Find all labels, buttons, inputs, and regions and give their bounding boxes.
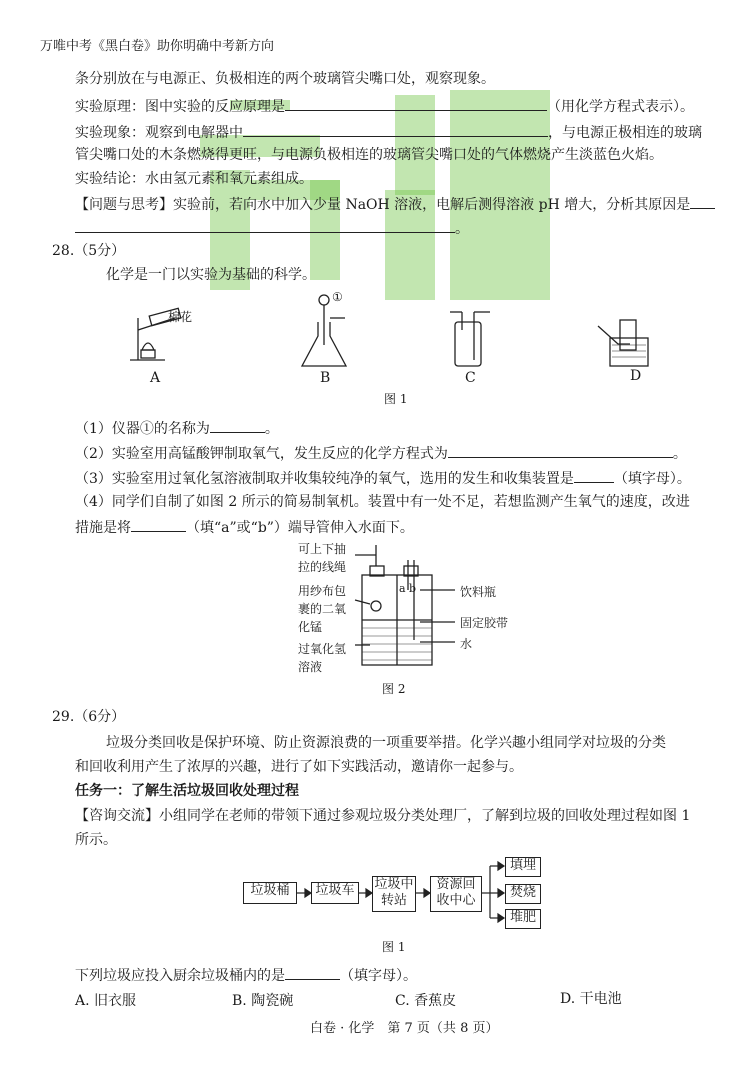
fig2-label: 水 xyxy=(460,637,473,651)
option-c[interactable]: C. 香蕉皮 xyxy=(395,993,457,1009)
q27-principle: 实验原理：图中实验的反应原理是 （用化学方程式表示）。 xyxy=(75,96,694,116)
fig2-label: 化锰 xyxy=(298,620,323,634)
option-a[interactable]: A. 旧衣服 xyxy=(75,993,137,1009)
q28-number: 28.（5分） xyxy=(52,243,126,259)
answer-blank[interactable] xyxy=(285,965,340,980)
fig1-label-d: D xyxy=(630,368,642,384)
q29-intro2: 和回收利用产生了浓厚的兴趣，进行了如下实践活动，邀请你一起参与。 xyxy=(75,759,523,775)
fig2-label: 裹的二氧 xyxy=(298,602,347,616)
q27-phenomenon-2: 管尖嘴口处的木条燃烧得更旺，与电源负极相连的玻璃管尖嘴口处的气体燃烧产生淡蓝色火焰。 xyxy=(75,147,663,163)
q27-conclusion: 实验结论：水由氢元素和氧元素组成。 xyxy=(75,171,313,187)
flow-branch-burn: 焚烧 xyxy=(505,884,541,904)
fig1-caption: 图 1 xyxy=(384,392,408,406)
q27-phenomenon: 实验现象：观察到电解器中 ，与电源正极相连的玻璃 xyxy=(75,122,702,142)
page-footer: 白卷 · 化学 第 7 页（共 8 页） xyxy=(310,1021,499,1036)
fig2-label: 用纱布包 xyxy=(298,584,347,598)
instrument-marker: ① xyxy=(332,290,343,304)
fig2-label: 固定胶带 xyxy=(460,616,509,630)
answer-blank[interactable] xyxy=(210,418,265,433)
q28-part4: （4）同学们自制了如图 2 所示的简易制氧机。装置中有一处不足，若想监测产生氧气的速度，改进 xyxy=(75,494,690,510)
page-header: 万唯中考《黑白卷》助你明确中考新方向 xyxy=(40,39,275,54)
flow-branch-landfill: 填埋 xyxy=(505,857,541,877)
flow-node-bin: 垃圾桶 xyxy=(243,882,297,904)
answer-blank[interactable] xyxy=(448,443,673,458)
q27-think-line2: 。 xyxy=(75,218,469,238)
fig2-label: 拉的线绳 xyxy=(298,560,347,574)
fig1-label-c: C xyxy=(465,370,476,386)
q28-part4-line2: 措施是将 （填“a”或“b”）端导管伸入水面下。 xyxy=(75,517,414,537)
flow-branch-compost: 堆肥 xyxy=(505,909,541,929)
fig2-caption: 图 2 xyxy=(382,682,406,696)
fig1-label-b: B xyxy=(320,370,331,386)
q27-line1: 条分别放在与电源正、负极相连的两个玻璃管尖嘴口处，观察现象。 xyxy=(75,71,495,87)
q27-think: 【问题与思考】实验前，若向水中加入少量 NaOH 溶液，电解后测得溶液 pH 增大，分析其原因是 xyxy=(75,194,715,214)
q28-part3: （3）实验室用过氧化氢溶液制取并收集较纯净的氧气，选用的发生和收集装置是 （填字母）。 xyxy=(75,468,691,488)
fig2-ab: a b xyxy=(399,582,417,595)
answer-blank[interactable] xyxy=(285,96,547,111)
q28-part2: （2）实验室用高锰酸钾制取氧气，发生反应的化学方程式为 。 xyxy=(75,443,687,463)
flow-node-truck: 垃圾车 xyxy=(311,882,359,904)
q29-number: 29.（6分） xyxy=(52,709,126,725)
answer-blank[interactable] xyxy=(131,517,186,532)
fig2-label: 饮料瓶 xyxy=(460,585,497,599)
q29-consult2: 所示。 xyxy=(75,832,117,848)
flow-node-transfer: 垃圾中转站 xyxy=(372,876,416,912)
option-d[interactable]: D. 干电池 xyxy=(560,991,622,1007)
answer-blank[interactable] xyxy=(574,468,614,483)
q29-intro1: 垃圾分类回收是保护环境、防止资源浪费的一项重要举措。化学兴趣小组同学对垃圾的分类 xyxy=(106,735,666,751)
q29-question: 下列垃圾应投入厨余垃圾桶内的是 （填字母）。 xyxy=(75,965,417,985)
flow-node-recycle: 资源回收中心 xyxy=(430,876,482,912)
fig2-label: 溶液 xyxy=(298,660,323,674)
answer-blank[interactable] xyxy=(75,218,455,233)
fig2-label: 过氧化氢 xyxy=(298,642,347,656)
fig1-label-a: A xyxy=(150,370,161,386)
q28-intro: 化学是一门以实验为基础的科学。 xyxy=(106,267,316,283)
cotton-label: 棉花 xyxy=(168,310,193,324)
fig2-label: 可上下抽 xyxy=(298,542,347,556)
q28-part1: （1）仪器①的名称为 。 xyxy=(75,418,279,438)
q29-task1: 任务一：了解生活垃圾回收处理过程 xyxy=(75,783,299,799)
q29-consult1: 【咨询交流】小组同学在老师的带领下通过参观垃圾分类处理厂，了解到垃圾的回收处理过程如图 1 xyxy=(75,808,691,824)
answer-blank[interactable] xyxy=(690,194,715,209)
option-b[interactable]: B. 陶瓷碗 xyxy=(232,993,294,1009)
answer-blank[interactable] xyxy=(243,122,548,137)
flow-caption: 图 1 xyxy=(382,940,406,954)
